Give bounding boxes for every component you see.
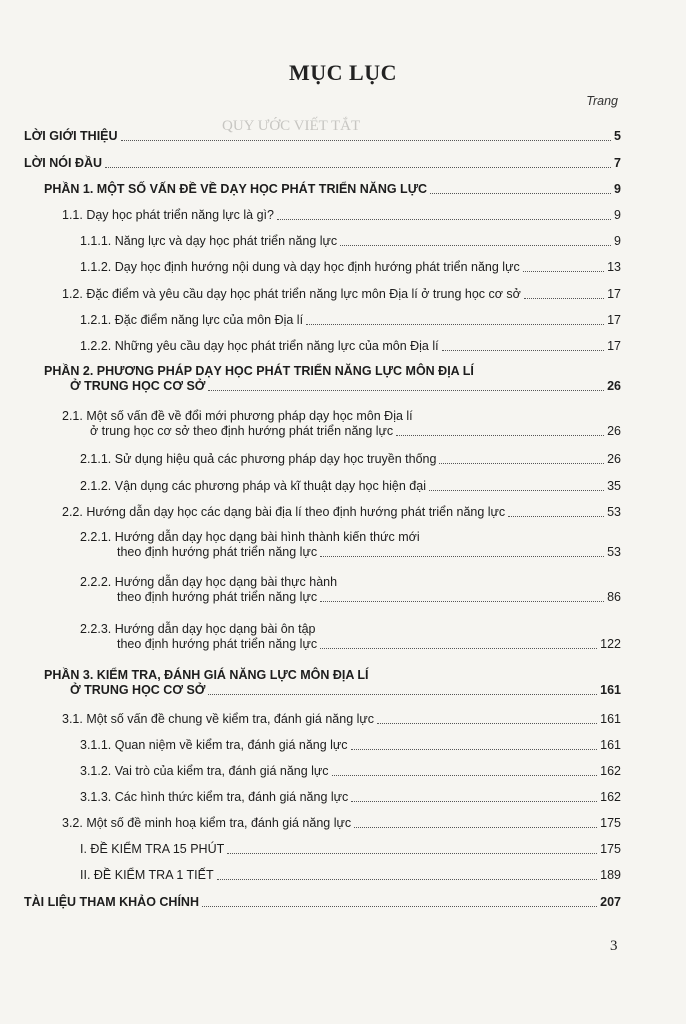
toc-entry[interactable] <box>80 452 621 467</box>
toc-entry-title: 2.2.1. Hướng dẫn dạy học dạng bài hình thành kiến thức mới <box>80 530 420 544</box>
toc-entry-title-cont: theo định hướng phát triển năng lực <box>117 545 318 559</box>
toc-entry-title: 1.2.1. Đặc điểm năng lực của môn Địa lí <box>80 313 304 327</box>
toc-entry-page: 53 <box>607 545 621 559</box>
toc-entry[interactable] <box>80 260 621 275</box>
toc-entry-title: 3.1.3. Các hình thức kiểm tra, đánh giá năng lực <box>80 790 349 804</box>
toc-entry-page: 189 <box>600 868 621 882</box>
toc-entry-page: 9 <box>614 234 621 248</box>
toc-entry[interactable] <box>80 622 621 652</box>
toc-entry-page: 26 <box>607 452 621 466</box>
toc-entry-page: 161 <box>600 712 621 726</box>
toc-entry-page: 86 <box>607 590 621 604</box>
toc-entry-title: II. ĐỀ KIỂM TRA 1 TIẾT <box>80 868 214 882</box>
toc-entry-title: 1.1. Dạy học phát triển năng lực là gì? <box>62 208 274 222</box>
toc-entry-title: 2.1.1. Sử dụng hiệu quả các phương pháp dạy học truyền thống <box>80 452 437 466</box>
toc-entry-page: 17 <box>607 313 621 327</box>
toc-entry-title: 2.2. Hướng dẫn dạy học các dạng bài địa lí theo định hướng phát triển năng lực <box>62 505 506 519</box>
toc-entry[interactable] <box>44 182 621 197</box>
toc-entry[interactable] <box>80 790 621 805</box>
toc-entry[interactable] <box>80 842 621 857</box>
toc-entry-title: 3.1.1. Quan niệm về kiểm tra, đánh giá năng lực <box>80 738 348 752</box>
toc-entry[interactable] <box>62 287 621 302</box>
toc-entry[interactable] <box>24 895 621 910</box>
toc-entry-title: 2.2.3. Hướng dẫn dạy học dạng bài ôn tập <box>80 622 316 636</box>
toc-entry[interactable] <box>62 712 621 727</box>
toc-entry-page: 161 <box>600 738 621 752</box>
toc-entry-title: 2.2.2. Hướng dẫn dạy học dạng bài thực hành <box>80 575 338 589</box>
toc-entry-title: I. ĐỀ KIỂM TRA 15 PHÚT <box>80 842 225 856</box>
toc-entry-page: 13 <box>607 260 621 274</box>
toc-entry-title: 2.1.2. Vận dụng các phương pháp và kĩ thuật dạy học hiện đại <box>80 479 426 493</box>
toc-entry-title-cont: Ở TRUNG HỌC CƠ SỞ <box>70 683 206 697</box>
toc-entry-page: 26 <box>607 379 621 393</box>
toc-entry-title: LỜI GIỚI THIỆU <box>24 129 118 143</box>
toc-entry-title: 1.2. Đặc điểm và yêu cầu dạy học phát triển năng lực môn Địa lí ở trung học cơ sở <box>62 287 521 301</box>
toc-entry[interactable] <box>62 409 621 439</box>
toc-entry-title: 3.1. Một số vấn đề chung về kiểm tra, đánh giá năng lực <box>62 712 375 726</box>
toc-entry[interactable] <box>62 505 621 520</box>
toc-entry[interactable] <box>80 530 621 560</box>
toc-entry-page: 9 <box>614 182 621 196</box>
toc-entry-page: 5 <box>614 129 621 143</box>
toc-entry[interactable] <box>62 816 621 831</box>
toc-entry-title: LỜI NÓI ĐẦU <box>24 156 103 170</box>
toc-entry-title: 3.1.2. Vai trò của kiểm tra, đánh giá năng lực <box>80 764 329 778</box>
toc-entry-title-cont: Ở TRUNG HỌC CƠ SỞ <box>70 379 206 393</box>
toc-entry-page: 9 <box>614 208 621 222</box>
toc-entry-page: 122 <box>600 637 621 651</box>
toc-entry-title-cont: theo định hướng phát triển năng lực <box>117 590 318 604</box>
toc-entry[interactable] <box>80 234 621 249</box>
toc-entry-title-cont: ở trung học cơ sở theo định hướng phát triển năng lực <box>90 424 394 438</box>
toc-entry-page: 7 <box>614 156 621 170</box>
toc-entry-title: TÀI LIỆU THAM KHẢO CHÍNH <box>24 895 199 909</box>
toc-entry-title: 2.1. Một số vấn đề về đổi mới phương pháp dạy học môn Địa lí <box>62 409 413 423</box>
toc-entry-title: 3.2. Một số đề minh hoạ kiểm tra, đánh giá năng lực <box>62 816 352 830</box>
toc-entry-page: 162 <box>600 764 621 778</box>
toc-entry[interactable] <box>44 364 621 394</box>
toc-entry[interactable] <box>24 156 621 171</box>
toc-entry[interactable] <box>80 313 621 328</box>
toc-entry-page: 162 <box>600 790 621 804</box>
toc-entry-page: 53 <box>607 505 621 519</box>
toc-entry[interactable] <box>80 575 621 605</box>
toc-entry-page: 207 <box>600 895 621 909</box>
toc-entry[interactable] <box>80 868 621 883</box>
toc-entry-title: PHẦN 3. KIỂM TRA, ĐÁNH GIÁ NĂNG LỰC MÔN ĐỊA LÍ <box>44 668 369 682</box>
toc-entry[interactable] <box>62 208 621 223</box>
toc-entry-title-cont: theo định hướng phát triển năng lực <box>117 637 318 651</box>
toc-entry-page: 175 <box>600 816 621 830</box>
toc-entry-title: 1.2.2. Những yêu cầu dạy học phát triển năng lực của môn Địa lí <box>80 339 439 353</box>
toc-entry-page: 26 <box>607 424 621 438</box>
page-number: 3 <box>610 938 618 954</box>
toc-entry-page: 35 <box>607 479 621 493</box>
toc-entry-title: PHẦN 2. PHƯƠNG PHÁP DẠY HỌC PHÁT TRIỂN NĂNG LỰC MÔN ĐỊA LÍ <box>44 364 474 378</box>
toc-entry[interactable] <box>44 668 621 698</box>
toc-entry-page: 161 <box>600 683 621 697</box>
page-title: MỤC LỤC <box>289 60 397 85</box>
toc-entry[interactable] <box>80 738 621 753</box>
toc-entry[interactable] <box>80 479 621 494</box>
toc-entry[interactable] <box>24 129 621 144</box>
toc-entry[interactable] <box>80 339 621 354</box>
toc-entry-page: 175 <box>600 842 621 856</box>
toc-entry[interactable] <box>80 764 621 779</box>
toc-entry-title: PHẦN 1. MỘT SỐ VẤN ĐỀ VỀ DẠY HỌC PHÁT TRIỂN NĂNG LỰC <box>44 182 428 196</box>
page-column-label: Trang <box>586 94 618 108</box>
toc-entry-title: 1.1.1. Năng lực và dạy học phát triển năng lực <box>80 234 338 248</box>
toc-entry-page: 17 <box>607 339 621 353</box>
toc-entry-page: 17 <box>607 287 621 301</box>
toc-entry-title: 1.1.2. Dạy học định hướng nội dung và dạy học định hướng phát triển năng lực <box>80 260 520 274</box>
